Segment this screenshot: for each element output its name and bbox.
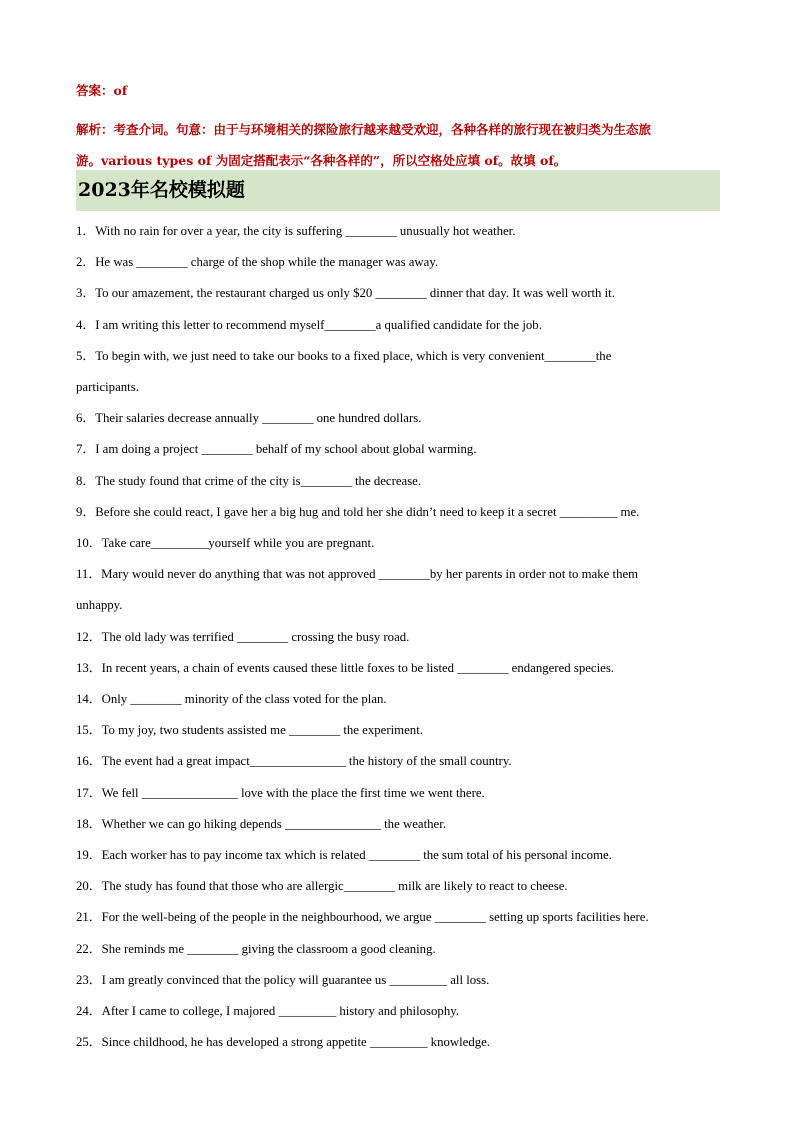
question-list — [76, 216, 720, 1058]
question-text: 20．The study has found that those who are allergic________ milk are likely to react to cheese. — [76, 879, 568, 894]
question-text: 1．With no rain for over a year, the city is suffering ________ unusually hot weather. — [76, 224, 516, 238]
question-item — [76, 559, 720, 621]
question-item — [76, 403, 720, 434]
question-text: 5．To begin with, we just need to take our books to a fixed place, which is very convenient________the — [76, 348, 612, 363]
question-text: 6．Their salaries decrease annually ________ one hundred dollars. — [76, 411, 422, 426]
question-item — [76, 1027, 720, 1058]
question-item — [76, 497, 720, 528]
question-text: 7．I am doing a project ________ behalf of my school about global warming. — [76, 442, 477, 457]
question-text: 16．The event had a great impact_______________ the history of the small country. — [76, 754, 512, 769]
question-item — [76, 622, 720, 653]
analysis-paragraph — [76, 114, 722, 176]
question-text: 9．Before she could react, I gave her a big hug and told her she didn’t need to keep it a secret _________ me. — [76, 504, 640, 519]
question-item — [76, 528, 720, 559]
question-text: 23．I am greatly convinced that the policy will guarantee us _________ all loss. — [76, 972, 490, 987]
question-continuation: participants. — [76, 380, 139, 395]
question-text: 24．After I came to college, I majored _________ history and philosophy. — [76, 1004, 459, 1019]
question-item — [76, 809, 720, 840]
question-text: 3．To our amazement, the restaurant charged us only $20 ________ dinner that day. It was well worth it. — [76, 286, 615, 301]
question-item — [76, 653, 720, 684]
question-text: 14．Only ________ minority of the class voted for the plan. — [76, 692, 387, 707]
question-item — [76, 684, 720, 715]
question-item — [76, 216, 720, 247]
question-item — [76, 902, 720, 933]
question-text: 13．In recent years, a chain of events caused these little foxes to be listed ________ endangered species. — [76, 660, 614, 675]
question-item — [76, 996, 720, 1027]
question-text: 18．Whether we can go hiking depends _______________ the weather. — [76, 816, 446, 831]
question-text: 12．The old lady was terrified ________ crossing the busy road. — [76, 629, 410, 644]
question-item — [76, 871, 720, 902]
section-title: 2023年名校模拟题 — [78, 179, 245, 201]
question-text: 2．He was ________ charge of the shop while the manager was away. — [76, 255, 439, 270]
question-text: 25．Since childhood, he has developed a strong appetite _________ knowledge. — [76, 1035, 491, 1050]
question-continuation: unhappy. — [76, 598, 123, 613]
question-text: 17．We fell _______________ love with the place the first time we went there. — [76, 785, 485, 800]
question-text: 19．Each worker has to pay income tax which is related ________ the sum total of his personal income. — [76, 848, 612, 863]
question-item — [76, 934, 720, 965]
question-item — [76, 778, 720, 809]
question-item — [76, 434, 720, 465]
question-text: 11．Mary would never do anything that was not approved ________by her parents in order not to make them — [76, 567, 639, 582]
answer-line: 答案：of — [76, 83, 128, 98]
question-item — [76, 965, 720, 996]
analysis-line-1: 解析：考查介词。句意：由于与环境相关的探险旅行越来越受欢迎，各种各样的旅行现在被归类为生态旅 — [76, 122, 652, 137]
question-item — [76, 278, 720, 309]
question-item — [76, 840, 720, 871]
question-item — [76, 715, 720, 746]
question-item — [76, 746, 720, 777]
question-text: 4．I am writing this letter to recommend myself________a qualified candidate for the job. — [76, 317, 542, 332]
section-header — [76, 170, 720, 211]
question-item — [76, 310, 720, 341]
question-text: 21．For the well-being of the people in the neighbourhood, we argue ________ setting up sports facilities here. — [76, 910, 649, 925]
question-text: 10．Take care_________yourself while you are pregnant. — [76, 536, 375, 551]
question-text: 22．She reminds me ________ giving the classroom a good cleaning. — [76, 941, 436, 956]
analysis-line-2: 游。various types of 为固定搭配表示“各种各样的”，所以空格处应填 of。故填 of。 — [76, 153, 567, 168]
question-text: 15．To my joy, two students assisted me ________ the experiment. — [76, 723, 423, 738]
question-item — [76, 466, 720, 497]
question-item — [76, 247, 720, 278]
question-item — [76, 341, 720, 403]
question-text: 8．The study found that crime of the city is________ the decrease. — [76, 473, 422, 488]
